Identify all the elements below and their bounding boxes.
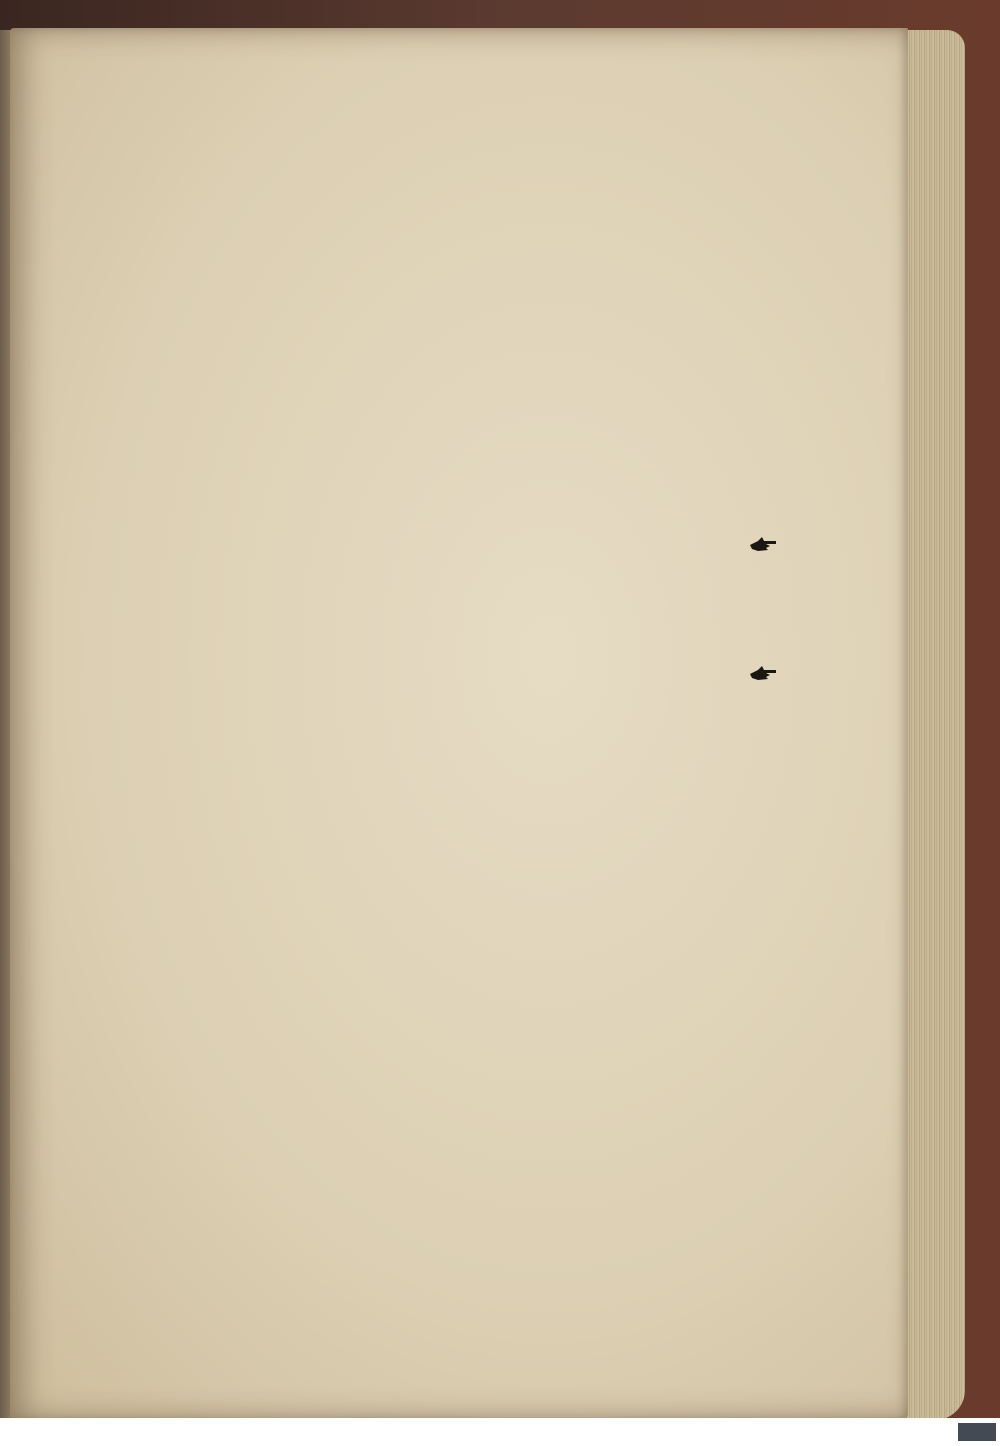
page-header bbox=[195, 140, 755, 190]
manicule-icon bbox=[748, 533, 780, 555]
book-page bbox=[10, 28, 908, 1420]
digitization-footer bbox=[0, 1418, 1000, 1446]
dfg-logo bbox=[958, 1423, 996, 1441]
manicule-icon bbox=[748, 662, 780, 684]
